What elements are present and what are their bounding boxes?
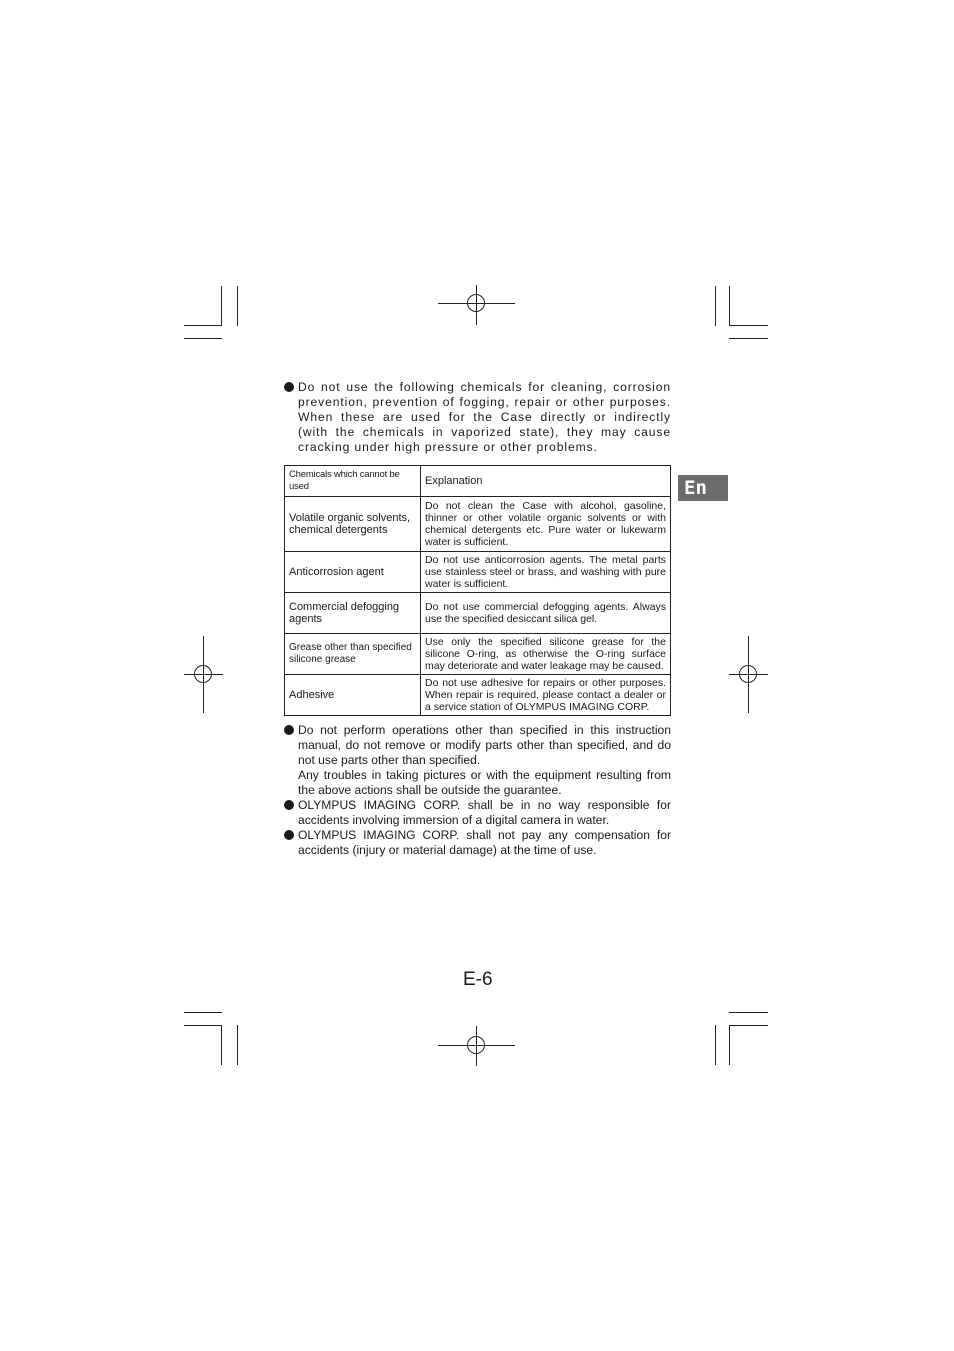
bullet-text: OLYMPUS IMAGING CORP. shall be in no way responsible for accidents involving immersion of a digital camera in water. [298,798,671,827]
page-number: E-6 [463,969,493,990]
language-tab: En [678,475,728,501]
crosshair-circle-icon [467,294,485,312]
crop-mark [729,286,730,326]
table-row [285,634,671,675]
bullet-text: OLYMPUS IMAGING CORP. shall not pay any compensation for accidents (injury or material damage) at the time of use. [298,828,671,857]
explanation-cell: Do not use commercial defogging agents. Always use the specified desiccant silica gel. [421,593,671,634]
table-header-explanation: Explanation [421,466,671,497]
crop-mark [729,325,768,326]
bullet-item [284,798,671,828]
main-content [284,380,671,858]
table-row [285,593,671,634]
crop-mark [184,325,222,326]
chemical-cell: Adhesive [285,675,421,716]
chemical-cell: Volatile organic solvents, chemical detergents [285,497,421,552]
crosshair-circle-icon [194,665,212,683]
crop-mark [237,286,238,326]
chemicals-table [284,465,671,716]
crop-mark [184,338,222,339]
bullet-item [284,380,671,455]
crop-mark [729,1012,768,1013]
table-header-chemicals: Chemicals which cannot be used [285,466,421,497]
explanation-cell: Do not use adhesive for repairs or other purposes. When repair is required, please contact a dealer or a service station of OLYMPUS IMAGING CORP. [421,675,671,716]
explanation-cell: Use only the specified silicone grease for the silicone O-ring, as otherwise the O-ring surface may deteriorate and water leakage may be caused. [421,634,671,675]
bullet-item [284,828,671,858]
filled-circle-icon [284,725,294,735]
crosshair-circle-icon [739,665,757,683]
chemical-cell: Grease other than specified silicone grease [285,634,421,675]
crop-mark [729,338,768,339]
explanation-cell: Do not clean the Case with alcohol, gasoline, thinner or other volatile organic solvents or with chemical detergents etc. Pure water or lukewarm water is sufficient. [421,497,671,552]
table-header-row [285,466,671,497]
crop-mark [729,1025,730,1065]
filled-circle-icon [284,830,294,840]
filled-circle-icon [284,382,294,392]
table-row [285,552,671,593]
crop-mark [715,286,716,326]
filled-circle-icon [284,800,294,810]
bullet-text: Do not perform operations other than specified in this instruction manual, do not remove or modify parts other than specified, and do not use parts other than specified. [298,723,671,767]
crop-mark [729,1025,768,1026]
crop-mark [715,1025,716,1065]
crop-mark [221,286,222,326]
crop-mark [237,1025,238,1065]
crosshair-circle-icon [467,1036,485,1054]
chemical-cell: Commercial defogging agents [285,593,421,634]
crop-mark [221,1025,222,1065]
explanation-cell: Do not use anticorrosion agents. The metal parts use stainless steel or brass, and washing with pure water is sufficient. [421,552,671,593]
crop-mark [184,1025,222,1026]
bullet-continuation: Any troubles in taking pictures or with the equipment resulting from the above actions shall be outside the guarantee. [298,768,671,797]
crop-mark [184,1012,222,1013]
bullet-item [284,723,671,798]
chemical-cell: Anticorrosion agent [285,552,421,593]
bullet-text: Do not use the following chemicals for cleaning, corrosion prevention, prevention of fogging, repair or other purposes. When these are used for the Case directly or indirectly (with the chemicals in vaporized state), they may cause cracking under high pressure or other problems. [298,380,671,454]
table-row [285,497,671,552]
table-row [285,675,671,716]
